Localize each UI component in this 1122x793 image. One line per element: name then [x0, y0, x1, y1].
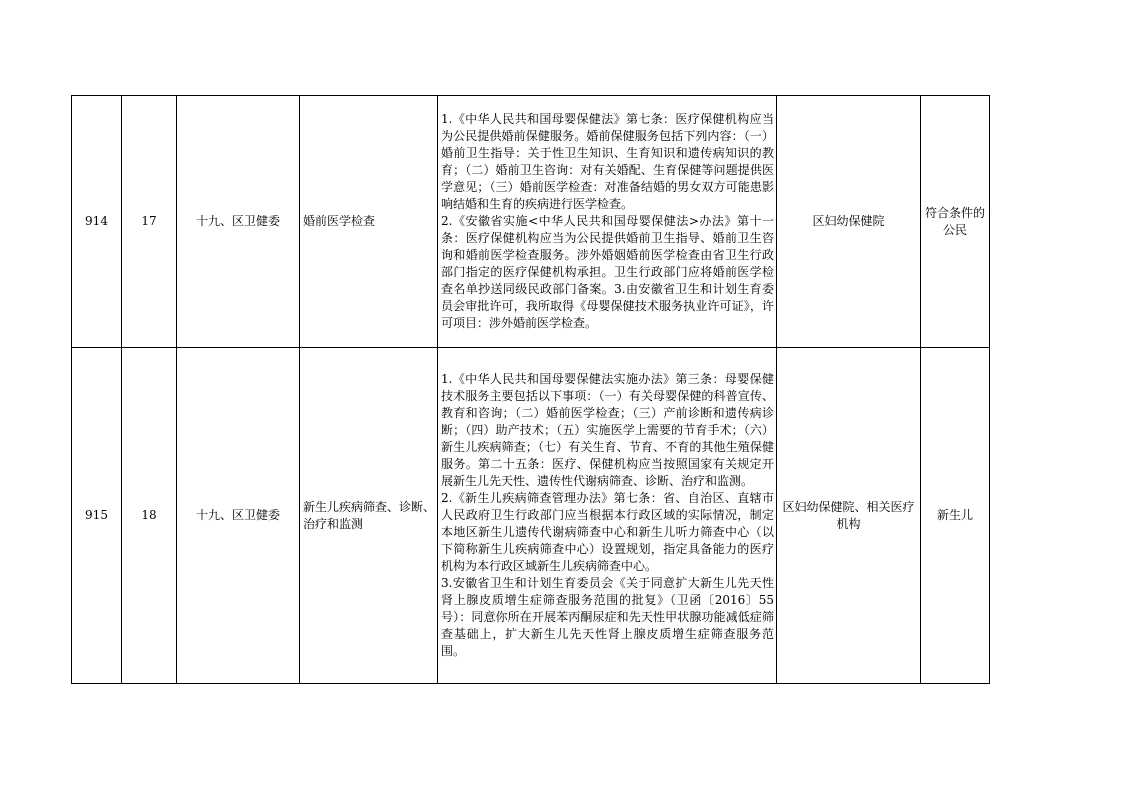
- basis-paragraph: 2.《安徽省实施<中华人民共和国母婴保健法>办法》第十一条：医疗保健机构应当为公民提供婚前卫生指导、婚前卫生咨询和婚前医学检查服务。涉外婚姻婚前医学检查由省卫生行政部门指定的医疗保健机构承担。卫生行政部门应将婚前医学检查名单抄送同级民政部门备案。3.由安徽省卫生和计划生育委员会审批许可，我所取得《母婴保健技术服务执业许可证》，许可项目：涉外婚前医学检查。: [441, 214, 774, 330]
- row-index: 915: [72, 348, 122, 684]
- row-item: 婚前医学检查: [300, 96, 438, 348]
- row-department: 十九、区卫健委: [177, 96, 300, 348]
- service-table: [71, 95, 990, 684]
- basis-paragraph: 1.《中华人民共和国母婴保健法实施办法》第三条：母婴保健技术服务主要包括以下事项：（一）有关母婴保健的科普宣传、教育和咨询；（二）婚前医学检查；（三）产前诊断和遗传病诊断；（四）助产技术；（五）实施医学上需要的节育手术；（六）新生儿疾病筛查；（七）有关生育、节育、不育的其他生殖保健服务。第二十五条：医疗、保健机构应当按照国家有关规定开展新生儿先天性、遗传性代谢病筛查、诊断、治疗和监测。: [441, 372, 774, 488]
- row-provider: 区妇幼保健院、相关医疗机构: [777, 348, 921, 684]
- row-seq: 18: [122, 348, 177, 684]
- row-seq: 17: [122, 96, 177, 348]
- row-target: 符合条件的公民: [921, 96, 990, 348]
- table-row: [72, 348, 990, 684]
- row-target: 新生儿: [921, 348, 990, 684]
- row-basis: [438, 348, 777, 684]
- row-department: 十九、区卫健委: [177, 348, 300, 684]
- row-provider: 区妇幼保健院: [777, 96, 921, 348]
- row-item: 新生儿疾病筛查、诊断、治疗和监测: [300, 348, 438, 684]
- basis-paragraph: 3.安徽省卫生和计划生育委员会《关于同意扩大新生儿先天性肾上腺皮质增生症筛查服务范围的批复》（卫函〔2016〕55号）：同意你所在开展苯丙酮尿症和先天性甲状腺功能减低症筛查基础上，扩大新生儿先天性肾上腺皮质增生症筛查服务范围。: [441, 576, 774, 658]
- row-index: 914: [72, 96, 122, 348]
- row-basis: [438, 96, 777, 348]
- basis-paragraph: 2.《新生儿疾病筛查管理办法》第七条：省、自治区、直辖市人民政府卫生行政部门应当根据本行政区域的实际情况，制定本地区新生儿遗传代谢病筛查中心和新生儿听力筛查中心（以下简称新生儿疾病筛查中心）设置规划，指定具备能力的医疗机构为本行政区域新生儿疾病筛查中心。: [441, 491, 774, 573]
- table-row: [72, 96, 990, 348]
- basis-paragraph: 1.《中华人民共和国母婴保健法》第七条：医疗保健机构应当为公民提供婚前保健服务。婚前保健服务包括下列内容：（一）婚前卫生指导：关于性卫生知识、生育知识和遗传病知识的教育；（二）婚前卫生咨询：对有关婚配、生育保健等问题提供医学意见；（三）婚前医学检查：对准备结婚的男女双方可能患影响结婚和生育的疾病进行医学检查。: [441, 112, 774, 211]
